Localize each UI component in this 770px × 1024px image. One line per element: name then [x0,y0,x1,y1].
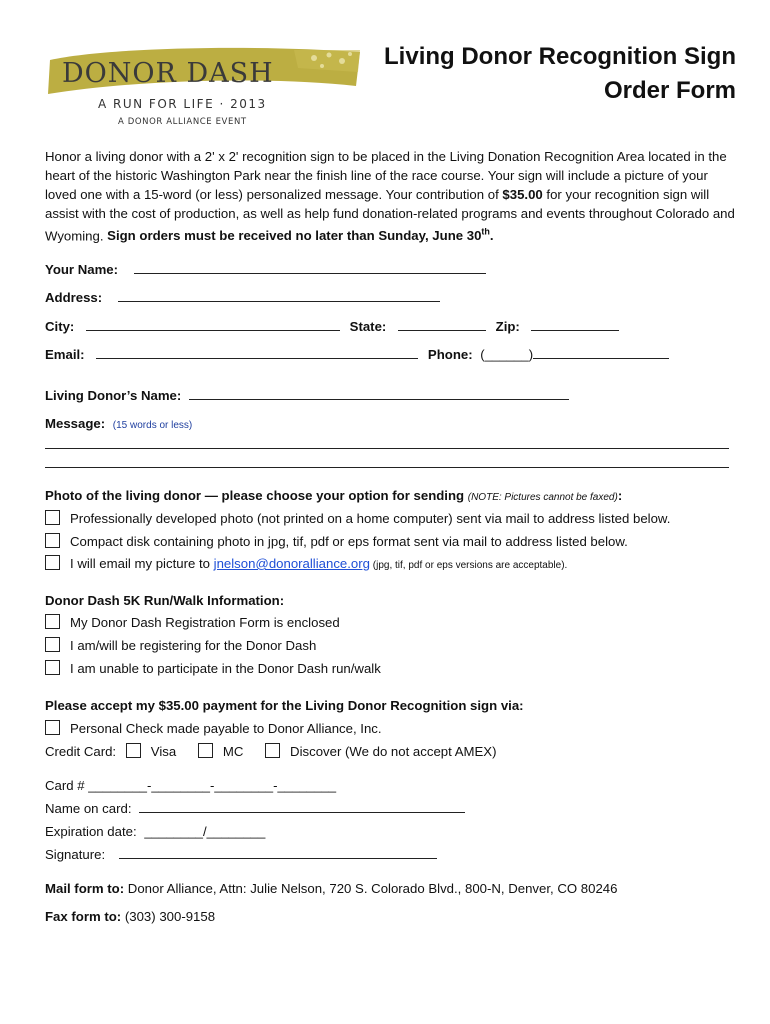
check-label: Personal Check made payable to Donor Alliance, Inc. [70,721,382,736]
name-on-card-label: Name on card: [45,801,132,816]
photo-note: (NOTE: Pictures cannot be faxed) [467,492,618,503]
mc-checkbox[interactable] [198,743,213,758]
expiration-row [45,823,265,841]
card-number-label: Card # [45,778,85,793]
page-title [384,40,736,108]
visa-checkbox[interactable] [126,743,141,758]
mc-label: MC [222,744,244,759]
deadline: Sign orders must be received no later than Sunday, June 30th. [107,227,494,244]
your-name-label: Your Name: [45,262,119,277]
address-label: Address: [45,290,103,305]
photo-option-label: Professionally developed photo (not printed on a home computer) sent via mail to address listed below. [70,511,671,526]
run-option-label: I am/will be registering for the Donor Dash [70,638,317,653]
signature-label: Signature: [45,847,106,862]
run-option-3[interactable] [45,660,381,678]
zip-field[interactable] [531,318,619,331]
address-row [45,289,440,307]
mail-address: Donor Alliance, Attn: Julie Nelson, 720 S. Colorado Blvd., 800-N, Denver, CO 80246 [127,881,618,896]
email-phone-row [45,346,669,364]
your-name-row [45,261,486,279]
run-heading: Donor Dash 5K Run/Walk Information: [45,593,285,608]
fax-row [45,908,215,926]
logo-tagline: A RUN FOR LIFE · 2013 [98,97,267,111]
title-line-1: Living Donor Recognition Sign [384,43,736,70]
phone-field[interactable] [533,346,669,359]
city-field[interactable] [86,318,340,331]
checkbox[interactable] [45,660,60,675]
card-number-field[interactable]: ________-________-________-________ [88,778,337,793]
message-line-1[interactable] [45,448,729,449]
your-name-field[interactable] [134,261,486,274]
mail-label: Mail form to: [45,881,125,896]
signature-field[interactable] [119,846,437,859]
photo-colon: : [617,488,623,503]
message-label: Message: [45,416,106,431]
message-hint: (15 words or less) [112,420,193,431]
run-option-1[interactable] [45,614,340,632]
photo-heading [45,487,622,507]
city-label: City: [45,319,75,334]
mail-row [45,880,617,898]
logo-subtag: A DONOR ALLIANCE EVENT [118,117,247,127]
email-link[interactable]: jnelson@donoralliance.org [213,556,370,571]
address-field[interactable] [118,289,440,302]
checkbox[interactable] [45,555,60,570]
phone-label: Phone: [427,347,473,362]
zip-label: Zip: [495,319,520,334]
run-option-label: I am unable to participate in the Donor Dash run/walk [70,661,381,676]
checkbox[interactable] [45,510,60,525]
fax-number: (303) 300-9158 [124,909,216,924]
signature-row [45,846,437,864]
intro-text: Honor a living donor with a 2' x 2' recognition sign to be placed in the Living Donation Recognition Area located in the heart of the historic Washington Park near the finish line of the race course. Your sign will include a picture of your loved one with a 15-word (or less) personalized message. Your contribution of [45,149,727,202]
expiration-field[interactable]: ________/________ [144,824,266,839]
checkbox[interactable] [45,614,60,629]
intro-paragraph [45,147,735,245]
email-label: Email: [45,347,85,362]
living-donor-field[interactable] [189,387,569,400]
expiration-label: Expiration date: [45,824,137,839]
run-option-2[interactable] [45,637,316,655]
credit-card-row [45,743,497,761]
run-option-label: My Donor Dash Registration Form is enclosed [70,615,340,630]
fax-label: Fax form to: [45,909,122,924]
email-field[interactable] [96,346,418,359]
logo-name: DONOR DASH [62,58,274,89]
state-label: State: [349,319,387,334]
payment-heading: Please accept my $35.00 payment for the Living Donor Recognition sign via: [45,698,524,713]
file-format-note: (jpg, tif, pdf or eps versions are acceptable). [370,560,568,571]
intro-text-2: for your recognition sign will assist with the cost of production, as well as help fund donation-related programs and events throughout Colorado and Wyoming. [45,187,735,244]
visa-label: Visa [150,744,177,759]
message-row [45,415,192,435]
photo-option-label: I will email my picture to [70,556,214,571]
living-donor-row [45,387,569,405]
checkbox[interactable] [45,637,60,652]
photo-option-1[interactable] [45,510,670,528]
photo-option-3[interactable] [45,555,567,575]
credit-card-label: Credit Card: [45,744,117,759]
card-number-row [45,777,336,795]
photo-option-2[interactable] [45,533,628,551]
message-line-2[interactable] [45,467,729,468]
city-state-zip-row [45,318,619,336]
checkbox[interactable] [45,533,60,548]
check-option[interactable] [45,720,382,738]
living-donor-label: Living Donor’s Name: [45,388,182,403]
logo-swoosh [44,46,364,132]
discover-label: Discover (We do not accept AMEX) [290,744,497,759]
intro-amount: $35.00 [502,187,543,202]
photo-heading-text: Photo of the living donor — please choose your option for sending [45,488,465,503]
name-on-card-row [45,800,465,818]
state-field[interactable] [398,318,486,331]
discover-checkbox[interactable] [265,743,280,758]
name-on-card-field[interactable] [139,800,465,813]
checkbox[interactable] [45,720,60,735]
photo-option-label: Compact disk containing photo in jpg, tif, pdf or eps format sent via mail to address listed below. [70,534,628,549]
title-line-2: Order Form [603,77,736,104]
phone-area-code[interactable]: (______) [480,347,534,362]
donor-dash-logo [44,46,364,132]
